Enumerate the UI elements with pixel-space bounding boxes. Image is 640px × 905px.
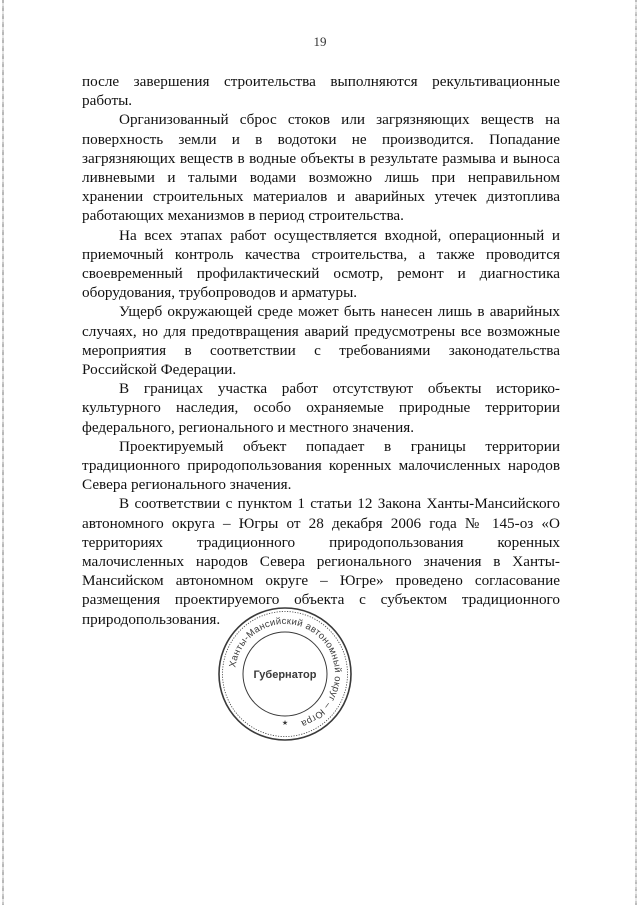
stamp-star-icon: ★: [281, 720, 289, 727]
page-number: 19: [313, 34, 327, 49]
stamp-ring-text: Ханты-Мансийский автономный округ – Югра: [227, 615, 344, 730]
document-body: [82, 72, 560, 629]
stamp-seal: [215, 604, 355, 744]
paragraph-2: Организованный сброс стоков или загрязняющих веществ на поверхность земли и в водотоки не производится. Попадание загрязняющих веществ в водные объекты в результате размыва и выноса ливневыми и талыми водами возможно лишь при неправильном хранении строительных материалов и аварийных утечек дизтоплива работающих механизмов в период строительства.: [82, 111, 560, 225]
paragraph-6: Проектируемый объект попадает в границы территории традиционного природопользования коренных малочисленных народов Севера регионального значения.: [82, 437, 560, 494]
stamp-center-text: Губернатор: [253, 669, 317, 681]
paragraph-1: после завершения строительства выполняются рекультивационные работы.: [82, 73, 560, 110]
paragraph-3: На всех этапах работ осуществляется входной, операционный и приемочный контроль качества строительства, а также проводится своевременный профилактический осмотр, ремонт и диагностика оборудования, трубопроводов и арматуры.: [82, 226, 560, 302]
paragraph-4: Ущерб окружающей среде может быть нанесен лишь в аварийных случаях, но для предотвращения аварий предусмотрены все возможные мероприятия в соответствии с требованиями законодательства Российской Федерации.: [82, 303, 560, 379]
scan-edge-left: [2, 0, 4, 905]
paragraph-7: В соответствии с пунктом 1 статьи 12 Закона Ханты-Мансийского автономного округа – Югры от 28 декабря 2006 года № 145-оз «О территориях традиционного природопользования коренных малочисленных народов Севера регионального значения в Ханты-Мансийском автономном округе – Югре» проведено согласование размещения проектируемого объекта с субъектом традиционного природопользования.: [82, 495, 560, 628]
paragraph-5: В границах участка работ отсутствуют объекты историко-культурного наследия, особо охраняемые природные территории федерального, регионального и местного значения.: [82, 380, 560, 436]
official-stamp: [215, 604, 355, 744]
scan-edge-right: [635, 0, 637, 905]
